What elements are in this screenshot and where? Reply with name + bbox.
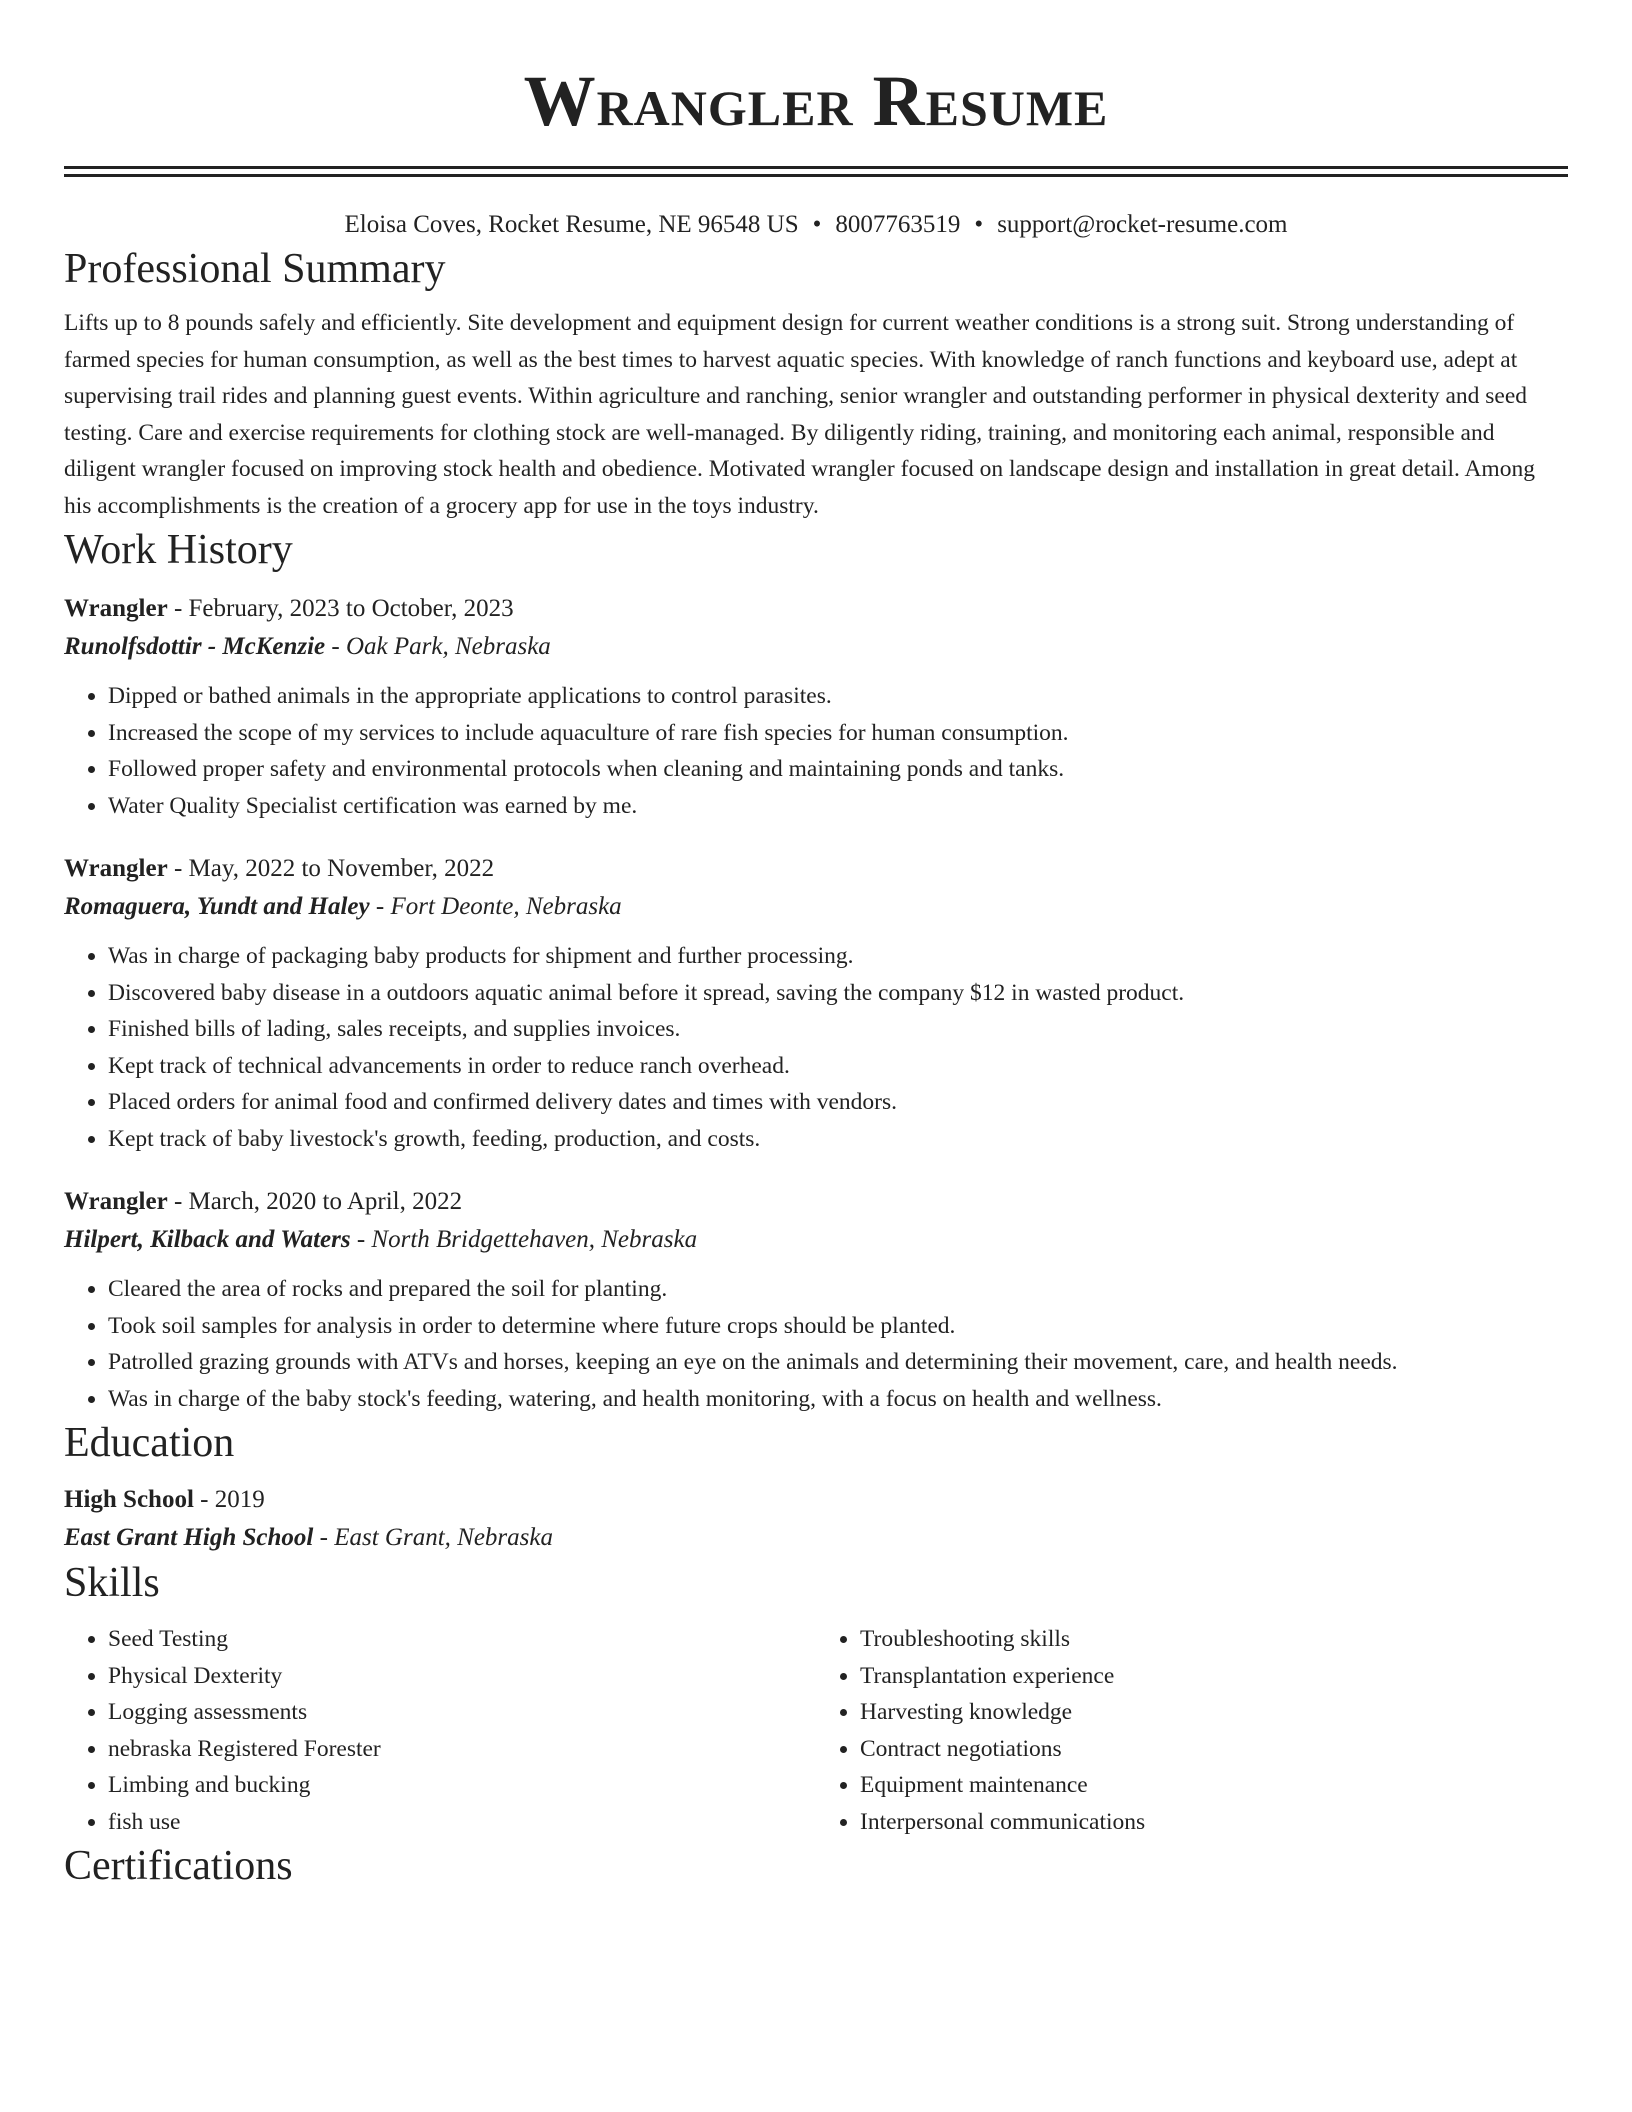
job-duties-list — [64, 1271, 1568, 1417]
employer-name: Romaguera, Yundt and Haley — [64, 893, 370, 920]
skill-item: • Troubleshooting skills — [860, 1621, 1568, 1658]
skills-heading: Skills — [64, 1560, 160, 1606]
job-duties-list — [64, 678, 1568, 824]
skills-grid — [64, 1621, 1568, 1840]
job-entry — [64, 1183, 1568, 1417]
job-title-line — [64, 590, 1568, 628]
employer-line — [64, 1221, 1568, 1259]
contact-separator: • — [812, 211, 822, 238]
employer-name: Runolfsdottir - McKenzie — [64, 633, 326, 660]
job-duty: • Increased the scope of my services to include aquaculture of rare fish species for human consumption. — [108, 715, 1568, 752]
school-line — [64, 1519, 1568, 1557]
job-duty: • Was in charge of packaging baby products for shipment and further processing. — [108, 938, 1568, 975]
contact-email: support@rocket-resume.com — [997, 211, 1288, 238]
employer-location: - Fort Deonte, Nebraska — [369, 893, 622, 920]
education-heading: Education — [64, 1420, 235, 1466]
skill-item: • Seed Testing — [108, 1621, 816, 1658]
job-duty: • Followed proper safety and environmental protocols when cleaning and maintaining ponds and tanks. — [108, 751, 1568, 788]
skill-item: • Contract negotiations — [860, 1731, 1568, 1768]
summary-text: Lifts up to 8 pounds safely and efficiently. Site development and equipment design for current weather conditions is a strong suit. Strong understanding of farmed species for human consumption, as well as the best times to harvest aquatic species. With knowledge of ranch functions and keyboard use, adept at supervising trail rides and planning guest events. Within agriculture and ranching, senior wrangler and outstanding performer in physical dexterity and seed testing. Care and exercise requirements for clothing stock are well-managed. By diligently riding, training, and monitoring each animal, responsible and diligent wrangler focused on improving stock health and obedience. Motivated wrangler focused on landscape design and installation in great detail. Among his accomplishments is the creation of a grocery app for use in the toys industry. — [64, 310, 1535, 519]
degree-name: High School — [64, 1486, 194, 1513]
skill-item: • nebraska Registered Forester — [108, 1731, 816, 1768]
degree-year: - 2019 — [193, 1486, 265, 1513]
certifications-heading: Certifications — [64, 1843, 293, 1889]
job-duties-list — [64, 938, 1568, 1157]
skill-item: • fish use — [108, 1804, 816, 1841]
job-title-line — [64, 1183, 1568, 1221]
contact-line — [64, 207, 1568, 243]
job-duty: • Placed orders for animal food and confirmed delivery dates and times with vendors. — [108, 1084, 1568, 1121]
employer-line — [64, 888, 1568, 926]
job-role: Wrangler — [64, 1188, 168, 1215]
job-duty: • Was in charge of the baby stock's feeding, watering, and health monitoring, with a focus on health and wellness. — [108, 1381, 1568, 1418]
job-role: Wrangler — [64, 595, 168, 622]
contact-address: Eloisa Coves, Rocket Resume, NE 96548 US — [344, 211, 799, 238]
skill-item: • Physical Dexterity — [108, 1658, 816, 1695]
employer-name: Hilpert, Kilback and Waters — [64, 1226, 351, 1253]
work-history-heading: Work History — [64, 527, 293, 573]
resume-title: Wrangler Resume — [523, 61, 1109, 141]
contact-phone: 8007763519 — [835, 211, 961, 238]
skill-item: • Limbing and bucking — [108, 1767, 816, 1804]
job-dates: - May, 2022 to November, 2022 — [167, 855, 495, 882]
school-location: - East Grant, Nebraska — [313, 1524, 553, 1551]
job-dates: - March, 2020 to April, 2022 — [167, 1188, 463, 1215]
job-duty: • Finished bills of lading, sales receipts, and supplies invoices. — [108, 1011, 1568, 1048]
skill-item: • Equipment maintenance — [860, 1767, 1568, 1804]
education-entry — [64, 1481, 1568, 1557]
job-duty: • Patrolled grazing grounds with ATVs and horses, keeping an eye on the animals and determining their movement, care, and health needs. — [108, 1344, 1568, 1381]
skills-list-right — [816, 1621, 1568, 1840]
job-duty: • Took soil samples for analysis in order to determine where future crops should be planted. — [108, 1308, 1568, 1345]
job-entry — [64, 850, 1568, 1157]
summary-heading: Professional Summary — [64, 246, 446, 292]
skill-item: • Logging assessments — [108, 1694, 816, 1731]
job-entry — [64, 590, 1568, 824]
school-name: East Grant High School — [64, 1524, 314, 1551]
skill-item: • Interpersonal communications — [860, 1804, 1568, 1841]
employer-location: - North Bridgettehaven, Nebraska — [350, 1226, 698, 1253]
employer-location: - Oak Park, Nebraska — [325, 633, 551, 660]
skill-item: • Harvesting knowledge — [860, 1694, 1568, 1731]
job-duty: • Kept track of baby livestock's growth, feeding, production, and costs. — [108, 1121, 1568, 1158]
job-title-line — [64, 850, 1568, 888]
degree-line — [64, 1481, 1568, 1519]
skill-item: • Transplantation experience — [860, 1658, 1568, 1695]
job-duty: • Discovered baby disease in a outdoors aquatic animal before it spread, saving the company $12 in wasted product. — [108, 975, 1568, 1012]
job-role: Wrangler — [64, 855, 168, 882]
skills-list-left — [64, 1621, 816, 1840]
resume-page — [64, 0, 1568, 1892]
employer-line — [64, 628, 1568, 666]
contact-separator: • — [974, 211, 984, 238]
job-dates: - February, 2023 to October, 2023 — [167, 595, 514, 622]
job-duty: • Water Quality Specialist certification was earned by me. — [108, 788, 1568, 825]
job-duty: • Kept track of technical advancements in order to reduce ranch overhead. — [108, 1048, 1568, 1085]
job-duty: • Cleared the area of rocks and prepared the soil for planting. — [108, 1271, 1568, 1308]
job-duty: • Dipped or bathed animals in the appropriate applications to control parasites. — [108, 678, 1568, 715]
title-double-rule — [64, 166, 1568, 177]
